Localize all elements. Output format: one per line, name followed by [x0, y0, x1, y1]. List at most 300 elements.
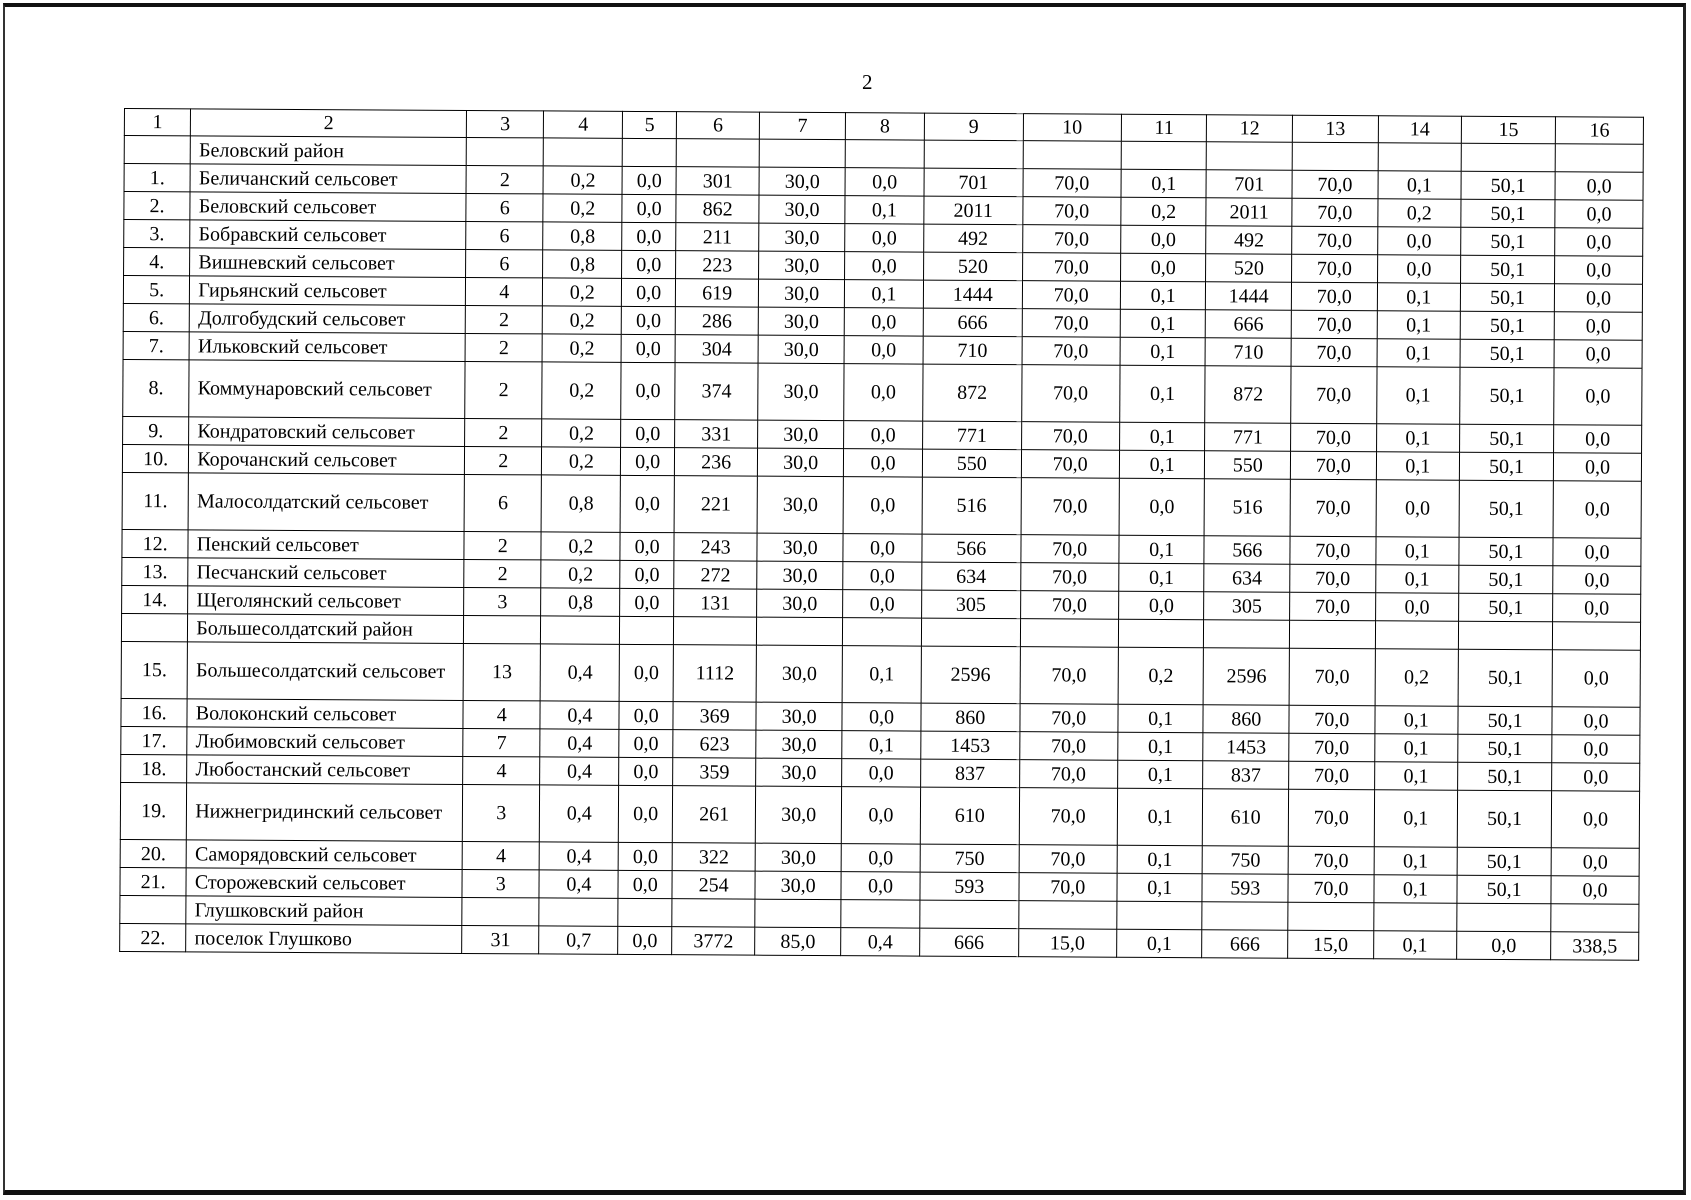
value-cell: 70,0	[1022, 337, 1121, 366]
value-cell: 0,1	[1377, 339, 1461, 367]
value-cell: 492	[924, 224, 1023, 253]
value-cell: 0,2	[543, 194, 622, 222]
empty-cell	[462, 897, 539, 925]
value-cell: 0,0	[620, 560, 674, 588]
value-cell: 15,0	[1288, 930, 1374, 958]
value-cell: 50,1	[1460, 311, 1554, 340]
value-cell: 0,1	[1377, 311, 1461, 339]
value-cell: 70,0	[1019, 704, 1118, 733]
value-cell: 30,0	[759, 167, 845, 195]
value-cell: 0,0	[621, 362, 675, 419]
value-cell: 0,1	[1118, 732, 1204, 760]
data-table	[119, 108, 1644, 961]
value-cell: 0,0	[1457, 931, 1551, 960]
value-cell: 0,4	[540, 785, 619, 842]
value-cell: 0,1	[1121, 169, 1207, 197]
value-cell: 50,1	[1459, 452, 1553, 481]
value-cell: 70,0	[1288, 789, 1374, 846]
value-cell: 30,0	[759, 279, 845, 307]
settlement-name: Беловский сельсовет	[190, 192, 466, 222]
value-cell: 70,0	[1291, 423, 1377, 451]
column-header: 1	[124, 109, 190, 136]
value-cell: 359	[673, 758, 757, 786]
value-cell: 0,1	[1377, 283, 1461, 311]
column-header: 15	[1461, 116, 1555, 144]
value-cell: 666	[923, 308, 1022, 337]
value-cell: 30,0	[759, 307, 845, 335]
value-cell: 322	[672, 843, 756, 871]
value-cell: 0,1	[842, 646, 921, 703]
row-number-cell: 5.	[123, 276, 189, 304]
value-cell: 70,0	[1291, 282, 1377, 310]
value-cell: 0,2	[1377, 199, 1461, 227]
value-cell: 0,0	[1551, 791, 1639, 849]
value-cell: 710	[923, 336, 1022, 365]
value-cell: 243	[674, 533, 758, 561]
value-cell: 0,0	[619, 701, 673, 729]
settlement-name: Беличанский сельсовет	[190, 164, 466, 194]
row-number-cell: 11.	[122, 472, 189, 529]
value-cell: 593	[1202, 874, 1288, 902]
empty-cell	[1121, 141, 1207, 169]
value-cell: 4	[466, 277, 543, 305]
value-cell: 70,0	[1290, 564, 1376, 592]
empty-cell	[1373, 903, 1457, 931]
value-cell: 30,0	[756, 702, 842, 730]
empty-cell	[1207, 142, 1293, 170]
value-cell: 0,0	[619, 785, 673, 842]
value-cell: 70,0	[1021, 365, 1120, 423]
value-cell: 0,0	[620, 588, 674, 616]
value-cell: 0,8	[541, 588, 620, 616]
value-cell: 0,8	[541, 475, 620, 532]
value-cell: 30,0	[755, 871, 841, 899]
empty-cell	[1553, 622, 1641, 651]
value-cell: 0,1	[1120, 337, 1206, 365]
empty-cell	[1118, 619, 1204, 647]
value-cell: 860	[1203, 705, 1289, 733]
value-cell: 0,0	[621, 447, 675, 475]
value-cell: 30,0	[757, 533, 843, 561]
value-cell: 30,0	[757, 589, 843, 617]
value-cell: 6	[466, 221, 543, 249]
value-cell: 0,4	[539, 870, 618, 898]
value-cell: 301	[676, 167, 760, 195]
value-cell: 0,0	[621, 419, 675, 447]
value-cell: 0,1	[1374, 875, 1458, 903]
value-cell: 305	[1204, 592, 1290, 620]
value-cell: 0,0	[1121, 225, 1207, 253]
value-cell: 0,0	[843, 562, 922, 590]
district-name: Глушковский район	[186, 896, 462, 926]
settlement-name: Волоконский сельсовет	[187, 699, 463, 729]
value-cell: 0,0	[845, 224, 924, 252]
value-cell: 70,0	[1022, 197, 1121, 226]
value-cell: 70,0	[1019, 732, 1118, 761]
value-cell: 0,0	[1554, 312, 1642, 341]
row-number-cell	[120, 895, 186, 923]
empty-cell	[1551, 904, 1639, 933]
value-cell: 338,5	[1551, 932, 1639, 961]
row-number-cell: 2.	[124, 192, 190, 220]
value-cell: 516	[1205, 479, 1291, 536]
value-cell: 3772	[672, 927, 756, 955]
row-number-cell: 10.	[122, 444, 188, 472]
empty-cell	[841, 900, 920, 928]
value-cell: 70,0	[1023, 169, 1122, 198]
row-number-cell: 12.	[122, 529, 188, 557]
value-cell: 520	[924, 252, 1023, 281]
value-cell: 0,0	[619, 842, 673, 870]
row-number-cell: 15.	[121, 641, 188, 698]
empty-cell	[618, 898, 672, 926]
value-cell: 610	[1203, 789, 1289, 846]
column-header: 8	[845, 113, 924, 140]
value-cell: 70,0	[1018, 873, 1117, 902]
value-cell: 0,1	[1120, 365, 1206, 422]
value-cell: 70,0	[1021, 450, 1120, 479]
value-cell: 0,0	[621, 475, 675, 532]
value-cell: 0,0	[619, 757, 673, 785]
value-cell: 50,1	[1457, 875, 1551, 904]
empty-cell	[673, 617, 757, 645]
value-cell: 50,1	[1458, 762, 1552, 791]
value-cell: 374	[675, 363, 759, 420]
value-cell: 70,0	[1290, 451, 1376, 479]
value-cell: 50,1	[1461, 255, 1555, 284]
value-cell: 50,1	[1461, 171, 1555, 200]
value-cell: 70,0	[1019, 760, 1118, 789]
value-cell: 666	[1202, 930, 1288, 958]
value-cell: 50,1	[1461, 227, 1555, 256]
settlement-name: Долгобудский сельсовет	[190, 304, 466, 334]
settlement-name: Любимовский сельсовет	[187, 727, 463, 757]
value-cell: 0,0	[844, 364, 923, 421]
value-cell: 211	[676, 223, 760, 251]
value-cell: 254	[672, 871, 756, 899]
column-header: 14	[1378, 116, 1462, 143]
row-number-cell: 18.	[121, 754, 187, 782]
value-cell: 0,1	[1119, 450, 1205, 478]
empty-cell	[1020, 619, 1119, 648]
column-header: 16	[1555, 117, 1643, 145]
value-cell: 1453	[921, 731, 1020, 760]
value-cell: 50,1	[1460, 367, 1554, 425]
value-cell: 13	[463, 643, 540, 700]
empty-cell	[1023, 141, 1122, 170]
value-cell: 0,0	[844, 252, 923, 280]
value-cell: 0,2	[1118, 647, 1204, 704]
row-number-cell: 7.	[123, 331, 189, 359]
value-cell: 0,2	[1375, 649, 1459, 706]
value-cell: 701	[924, 168, 1023, 197]
empty-cell	[920, 900, 1019, 929]
value-cell: 0,0	[618, 926, 672, 954]
value-cell: 70,0	[1292, 226, 1378, 254]
value-cell: 0,0	[622, 194, 676, 222]
value-cell: 304	[675, 335, 759, 363]
value-cell: 0,2	[1121, 197, 1207, 225]
row-number-cell: 3.	[124, 220, 190, 248]
value-cell: 70,0	[1020, 563, 1119, 592]
value-cell: 0,0	[1554, 340, 1642, 369]
empty-cell	[676, 139, 760, 167]
value-cell: 0,2	[542, 447, 621, 475]
value-cell: 70,0	[1290, 592, 1376, 620]
page-number: 2	[862, 70, 873, 94]
value-cell: 0,1	[1378, 171, 1462, 199]
value-cell: 0,0	[622, 222, 676, 250]
value-cell: 50,1	[1459, 593, 1553, 622]
value-cell: 0,1	[1376, 424, 1460, 452]
empty-cell	[541, 616, 620, 644]
value-cell: 50,1	[1461, 199, 1555, 228]
value-cell: 1112	[673, 645, 757, 702]
value-cell: 70,0	[1022, 253, 1121, 282]
value-cell: 0,0	[844, 308, 923, 336]
value-cell: 70,0	[1288, 874, 1374, 902]
empty-cell	[1018, 901, 1117, 930]
value-cell: 131	[674, 589, 758, 617]
empty-cell	[539, 898, 618, 926]
value-cell: 0,0	[1555, 228, 1643, 257]
value-cell: 837	[1203, 761, 1289, 789]
value-cell: 30,0	[758, 420, 844, 448]
value-cell: 50,1	[1457, 847, 1551, 876]
value-cell: 0,0	[842, 703, 921, 731]
value-cell: 593	[920, 872, 1019, 901]
value-cell: 0,0	[1120, 253, 1206, 281]
empty-cell	[1202, 902, 1288, 930]
value-cell: 70,0	[1022, 281, 1121, 310]
row-number-cell: 9.	[123, 416, 189, 444]
value-cell: 750	[920, 844, 1019, 873]
settlement-name: Вишневский сельсовет	[190, 248, 466, 278]
value-cell: 0,2	[542, 334, 621, 362]
value-cell: 771	[1205, 423, 1291, 451]
value-cell: 30,0	[758, 448, 844, 476]
value-cell: 70,0	[1291, 366, 1377, 423]
settlement-name: Большесолдатский сельсовет	[187, 642, 463, 701]
value-cell: 1444	[1206, 282, 1292, 310]
value-cell: 0,0	[1554, 425, 1642, 454]
value-cell: 0,0	[618, 870, 672, 898]
value-cell: 0,0	[1553, 481, 1641, 539]
empty-cell	[1458, 621, 1552, 650]
value-cell: 305	[922, 590, 1021, 619]
value-cell: 862	[676, 195, 760, 223]
value-cell: 70,0	[1020, 647, 1119, 705]
settlement-name: поселок Глушково	[186, 924, 462, 954]
value-cell: 0,8	[543, 222, 622, 250]
value-cell: 0,0	[622, 166, 676, 194]
row-number-cell: 4.	[124, 248, 190, 276]
empty-cell	[1292, 142, 1378, 170]
value-cell: 0,0	[622, 250, 676, 278]
value-cell: 666	[1206, 310, 1292, 338]
value-cell: 0,8	[543, 250, 622, 278]
value-cell: 566	[1204, 536, 1290, 564]
table-row	[121, 641, 1640, 707]
value-cell: 0,2	[543, 166, 622, 194]
column-header: 3	[467, 110, 544, 137]
value-cell: 30,0	[759, 223, 845, 251]
value-cell: 50,1	[1458, 706, 1552, 735]
value-cell: 0,2	[541, 560, 620, 588]
value-cell: 0,1	[1374, 847, 1458, 875]
column-header: 10	[1023, 114, 1122, 142]
value-cell: 70,0	[1291, 338, 1377, 366]
column-header: 6	[676, 112, 760, 139]
settlement-name: Гирьянский сельсовет	[190, 276, 466, 306]
value-cell: 0,0	[1553, 538, 1641, 567]
value-cell: 0,0	[1552, 735, 1640, 764]
value-cell: 30,0	[756, 730, 842, 758]
value-cell: 70,0	[1290, 479, 1376, 536]
value-cell: 2	[465, 446, 542, 474]
value-cell: 70,0	[1021, 422, 1120, 451]
value-cell: 0,0	[843, 590, 922, 618]
value-cell: 0,0	[1555, 200, 1643, 229]
value-cell: 0,0	[842, 759, 921, 787]
value-cell: 0,0	[843, 477, 922, 534]
value-cell: 30,0	[756, 758, 842, 786]
value-cell: 0,2	[542, 419, 621, 447]
value-cell: 0,1	[1118, 704, 1204, 732]
value-cell: 6	[466, 249, 543, 277]
value-cell: 0,0	[622, 306, 676, 334]
value-cell: 50,1	[1459, 480, 1553, 538]
value-cell: 0,0	[1554, 368, 1642, 426]
value-cell: 0,0	[1551, 848, 1639, 877]
settlement-name: Песчанский сельсовет	[188, 558, 464, 588]
value-cell: 0,0	[843, 534, 922, 562]
value-cell: 0,1	[1119, 563, 1205, 591]
value-cell: 223	[675, 251, 759, 279]
value-cell: 0,1	[844, 280, 923, 308]
value-cell: 634	[1204, 564, 1290, 592]
value-cell: 566	[922, 534, 1021, 563]
value-cell: 750	[1203, 846, 1289, 874]
value-cell: 2	[464, 559, 541, 587]
value-cell: 30,0	[756, 843, 842, 871]
empty-cell	[1289, 620, 1375, 648]
value-cell: 369	[673, 702, 757, 730]
value-cell: 0,0	[844, 336, 923, 364]
value-cell: 0,0	[1377, 255, 1461, 283]
value-cell: 771	[923, 421, 1022, 450]
value-cell: 0,0	[843, 449, 922, 477]
value-cell: 0,1	[1120, 281, 1206, 309]
value-cell: 0,1	[1375, 565, 1459, 593]
value-cell: 70,0	[1289, 733, 1375, 761]
empty-cell	[1375, 621, 1459, 649]
value-cell: 0,2	[542, 362, 621, 419]
column-header: 9	[924, 113, 1023, 141]
settlement-name: Кондратовский сельсовет	[189, 417, 465, 447]
value-cell: 1444	[923, 280, 1022, 309]
value-cell: 2011	[924, 196, 1023, 225]
value-cell: 837	[921, 759, 1020, 788]
value-cell: 0,0	[620, 644, 674, 701]
settlement-name: Ильковский сельсовет	[189, 332, 465, 362]
value-cell: 0,1	[1117, 845, 1203, 873]
value-cell: 286	[675, 307, 759, 335]
value-cell: 623	[673, 730, 757, 758]
value-cell: 6	[466, 193, 543, 221]
column-header: 7	[760, 112, 846, 139]
value-cell: 70,0	[1291, 310, 1377, 338]
value-cell: 70,0	[1289, 648, 1375, 705]
value-cell: 0,2	[543, 306, 622, 334]
empty-cell	[1378, 143, 1462, 171]
value-cell: 30,0	[757, 561, 843, 589]
value-cell: 30,0	[758, 335, 844, 363]
settlement-name: Коммунаровский сельсовет	[189, 360, 465, 419]
value-cell: 0,1	[1118, 760, 1204, 788]
row-number-cell: 20.	[120, 839, 186, 867]
column-header: 2	[191, 109, 467, 138]
value-cell: 701	[1206, 170, 1292, 198]
value-cell: 0,4	[540, 701, 619, 729]
value-cell: 550	[1205, 451, 1291, 479]
settlement-name: Корочанский сельсовет	[189, 445, 465, 475]
row-number-cell	[124, 136, 190, 164]
empty-cell	[1461, 143, 1555, 172]
empty-cell	[1117, 901, 1203, 929]
value-cell: 50,1	[1458, 649, 1552, 707]
row-number-cell: 8.	[123, 359, 190, 416]
empty-cell	[464, 615, 541, 643]
value-cell: 4	[463, 700, 540, 728]
value-cell: 0,0	[1552, 650, 1640, 708]
row-number-cell: 16.	[121, 698, 187, 726]
value-cell: 50,1	[1459, 565, 1553, 594]
empty-cell	[842, 618, 921, 646]
value-cell: 30,0	[757, 476, 843, 533]
empty-cell	[760, 139, 846, 167]
value-cell: 610	[920, 787, 1019, 845]
value-cell: 492	[1206, 226, 1292, 254]
value-cell: 0,0	[841, 787, 920, 844]
value-cell: 30,0	[758, 363, 844, 420]
empty-cell	[623, 138, 677, 166]
settlement-name: Пенский сельсовет	[188, 530, 464, 560]
value-cell: 0,1	[1373, 931, 1457, 959]
value-cell: 272	[674, 561, 758, 589]
value-cell: 0,0	[1553, 566, 1641, 595]
value-cell: 70,0	[1019, 845, 1118, 874]
value-cell: 0,1	[1376, 452, 1460, 480]
row-number-cell: 14.	[122, 585, 188, 613]
value-cell: 0,1	[1374, 734, 1458, 762]
row-number-cell: 17.	[121, 726, 187, 754]
value-cell: 550	[922, 449, 1021, 478]
value-cell: 0,1	[1375, 537, 1459, 565]
value-cell: 4	[463, 756, 540, 784]
value-cell: 4	[462, 841, 539, 869]
value-cell: 0,0	[1554, 453, 1642, 482]
settlement-name: Саморядовский сельсовет	[186, 840, 462, 870]
value-cell: 0,0	[1553, 594, 1641, 623]
document-sheet	[119, 108, 1644, 961]
empty-cell	[466, 137, 543, 165]
value-cell: 0,0	[844, 421, 923, 449]
value-cell: 70,0	[1019, 788, 1118, 846]
value-cell: 0,0	[1555, 256, 1643, 285]
value-cell: 0,2	[541, 532, 620, 560]
empty-cell	[543, 138, 622, 166]
